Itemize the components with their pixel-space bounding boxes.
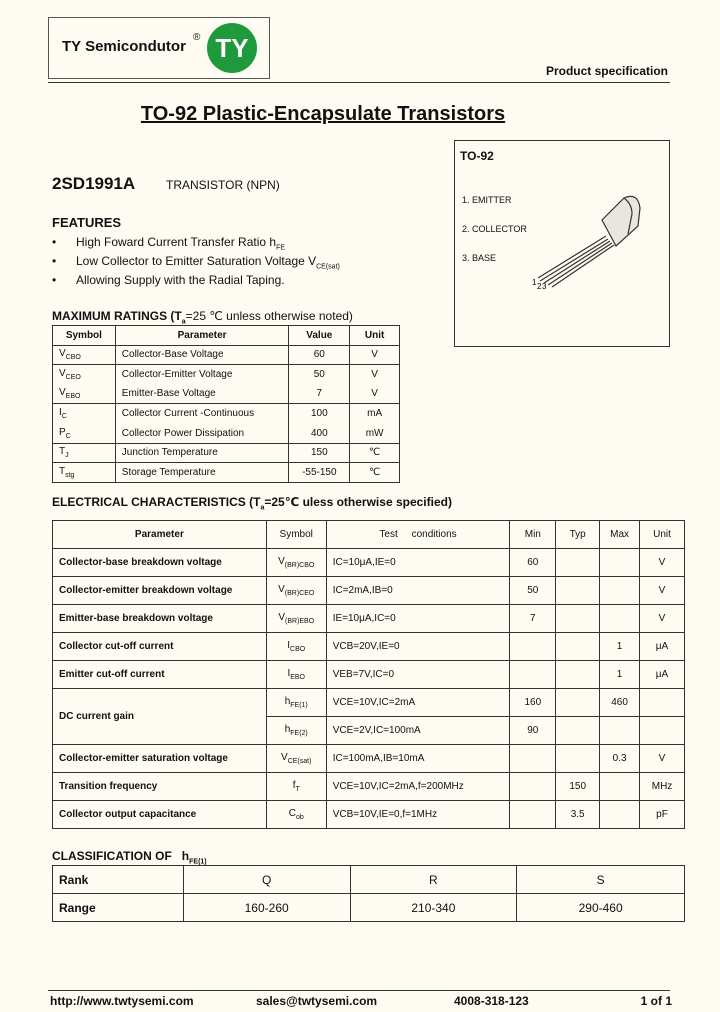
max-ratings-heading: MAXIMUM RATINGS ($T_a=25$ ℃ unless otherwise noted) xyxy=(52,309,353,326)
pin-base: 3. BASE xyxy=(462,253,497,263)
table-row: Collector output capacitance $C_{ob}$ VCB=10V,IE=0,f=1MHz 3.5 pF xyxy=(53,801,685,829)
product-specification: Product specification xyxy=(545,64,668,78)
table-row: Transition frequency $f_T$ VCE=10V,IC=2mA,f=200MHz 150 MHz xyxy=(53,773,685,801)
feature-sub: FE xyxy=(276,244,286,252)
feature-text: Allowing Supply with the Radial Taping. xyxy=(76,273,285,287)
feature-item: • Low Collector to Emitter Saturation Voltage $V_{CE(sat)}$ xyxy=(52,254,340,271)
footer-phone: 4008-318-123 xyxy=(454,994,529,1008)
table-row: Rank Q R S xyxy=(53,866,685,894)
feature-text: Low Collector to Emitter Saturation Voltage V xyxy=(76,254,317,268)
col-header: Unit xyxy=(640,521,685,549)
col-header: Min xyxy=(510,521,556,549)
col-header: Value xyxy=(289,326,350,346)
col-header: Parameter xyxy=(53,521,267,549)
package-label: TO-92 xyxy=(460,149,494,163)
features-heading: FEATURES xyxy=(52,215,122,230)
col-header: Symbol xyxy=(53,326,116,346)
table-row: Range 160-260 210-340 290-460 xyxy=(53,894,685,922)
part-type: TRANSISTOR (NPN) xyxy=(166,178,280,192)
col-header: Symbol xyxy=(266,521,326,549)
table-row: Collector-base breakdown voltage $V_{(BR)CBO}$ IC=10μA,IE=0 60 V xyxy=(53,549,685,577)
col-header: Unit xyxy=(350,326,400,346)
registered-mark: ® xyxy=(193,32,201,43)
header-rule xyxy=(48,82,670,83)
electrical-heading: ELECTRICAL CHARACTERISTICS ($T_a=25℃$ uless otherwise specified) xyxy=(52,495,452,512)
pin-num: 3 xyxy=(542,282,547,290)
table-row: Collector-emitter breakdown voltage $V_{(BR)CEO}$ IC=2mA,IB=0 50 V xyxy=(53,577,685,605)
feature-item: • High Foward Current Transfer Ratio $h_{FE}$ xyxy=(52,235,286,252)
footer-url[interactable]: http://www.twtysemi.com xyxy=(50,994,194,1008)
feature-text: High Foward Current Transfer Ratio h xyxy=(76,235,277,249)
footer-page: 1 of 1 xyxy=(640,994,672,1008)
brand-name: TY Semicondutor xyxy=(62,38,186,55)
max-ratings-table xyxy=(52,325,400,483)
feature-sub: CE(sat) xyxy=(316,263,340,271)
table-row: $I_C$ Collector Current -Continuous 100 mA xyxy=(53,404,400,424)
footer-rule xyxy=(48,990,670,991)
table-row: $V_{CEO}$ Collector-Emitter Voltage 50 V xyxy=(53,365,400,385)
table-row: $T_J$ Junction Temperature 150 ℃ xyxy=(53,443,400,463)
table-row: Collector cut-off current $I_{CBO}$ VCB=20V,IE=0 1 μA xyxy=(53,633,685,661)
part-number: 2SD1991A xyxy=(52,174,136,193)
table-row: $T_{stg}$ Storage Temperature -55-150 ℃ xyxy=(53,463,400,483)
table-row: Emitter cut-off current $I_{EBO}$ VEB=7V,IC=0 1 μA xyxy=(53,661,685,689)
ty-logo-icon: TY xyxy=(207,23,257,73)
pin-num: 1 xyxy=(532,278,537,287)
pin-collector: 2. COLLECTOR xyxy=(462,224,527,234)
to92-package-icon xyxy=(528,190,648,290)
table-row: DC current gain $h_{FE(1)}$ VCE=10V,IC=2mA 160 460 xyxy=(53,689,685,717)
col-header: Max xyxy=(600,521,640,549)
classification-heading: CLASSIFICATION OF $h_{FE(1)}$ xyxy=(52,849,207,866)
table-row: Collector-emitter saturation voltage $V_{CE(sat)}$ IC=100mA,IB=10mA 0.3 V xyxy=(53,745,685,773)
table-row: Emitter-base breakdown voltage $V_{(BR)EBO}$ IE=10μA,IC=0 7 V xyxy=(53,605,685,633)
table-row: $P_C$ Collector Power Dissipation 400 mW xyxy=(53,423,400,443)
table-row: $h_{FE(2)}$ VCE=2V,IC=100mA 90 xyxy=(53,717,685,745)
pin-emitter: 1. EMITTER xyxy=(462,195,512,205)
feature-item: • Allowing Supply with the Radial Taping. xyxy=(52,273,285,287)
pin-num: 2 xyxy=(537,282,542,290)
classification-table xyxy=(52,865,685,922)
electrical-table xyxy=(52,520,685,829)
table-row: $V_{CBO}$ Collector-Base Voltage 60 V xyxy=(53,345,400,365)
table-row: $V_{EBO}$ Emitter-Base Voltage 7 V xyxy=(53,384,400,404)
footer-email[interactable]: sales@twtysemi.com xyxy=(256,994,378,1008)
col-header: Typ xyxy=(556,521,600,549)
col-header: Test conditions xyxy=(326,521,510,549)
col-header: Parameter xyxy=(115,326,289,346)
page-title: TO-92 Plastic-Encapsulate Transistors xyxy=(140,103,506,125)
